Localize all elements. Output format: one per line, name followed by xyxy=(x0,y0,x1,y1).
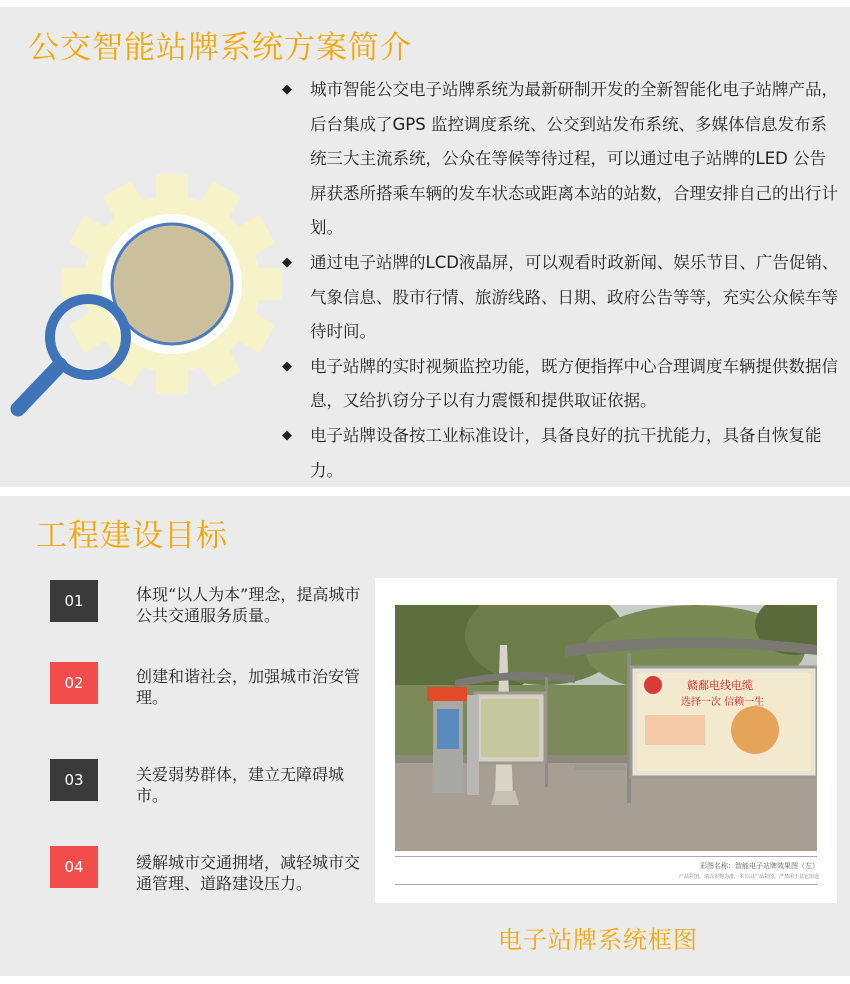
goal-number-badge: 03 xyxy=(50,759,98,801)
goals-section xyxy=(0,496,850,976)
bus-stop-photo xyxy=(395,605,817,851)
goal-text: 体现“以人为本”理念，提高城市公共交通服务质量。 xyxy=(136,585,361,625)
goals-title: 工程建设目标 xyxy=(36,518,228,554)
diagram-label: 电子站牌系统框图 xyxy=(498,926,698,954)
bus-stop-photo-frame xyxy=(375,578,837,903)
intro-bullet: ◆ 电子站牌设备按工业标准设计，具备良好的抗干扰能力，具备自恢复能力。 xyxy=(282,419,842,488)
gear-magnifier-icon xyxy=(0,157,290,432)
intro-bullet: ◆ 通过电子站牌的LCD液晶屏，可以观看时政新闻、娱乐节目、广告促销、气象信息、股市行情、旅游线路、日期、政府公告等等，充实公众候车等待时间。 xyxy=(282,246,842,350)
diamond-bullet-icon: ◆ xyxy=(282,358,292,374)
intro-section xyxy=(0,7,850,487)
diamond-bullet-icon: ◆ xyxy=(282,254,292,270)
photo-caption: 彩图名称：智能电子站牌效果图（左） xyxy=(700,862,819,870)
goal-text: 缓解城市交通拥堵，减轻城市交通管理、道路建设压力。 xyxy=(136,853,361,893)
intro-bullet-list xyxy=(282,73,842,488)
photo-disclaimer: 产品彩图，请以实物为准。本公司产品彩图，严禁用于其它用途 xyxy=(678,874,819,880)
goal-text: 创建和谐社会，加强城市治安管理。 xyxy=(136,667,361,707)
intro-bullet: ◆ 城市智能公交电子站牌系统为最新研制开发的全新智能化电子站牌产品，后台集成了GPS 监控调度系统、公交到站发布系统、多媒体信息发布系统三大主流系统，公众在等候等待过程，可以通过电子站牌的LED 公告屏获悉所搭乘车辆的发车状态或距离本站的站数，合理安排自己的出行计划。 xyxy=(282,73,842,246)
caption-rule xyxy=(395,884,817,885)
diamond-bullet-icon: ◆ xyxy=(282,427,292,443)
goal-number-badge: 01 xyxy=(50,580,98,622)
goal-number-badge: 04 xyxy=(50,846,98,888)
intro-bullet: ◆ 电子站牌的实时视频监控功能，既方便指挥中心合理调度车辆提供数据信息，又给扒窃分子以有力震慑和提供取证依据。 xyxy=(282,350,842,419)
goal-number-badge: 02 xyxy=(50,662,98,704)
intro-title: 公交智能站牌系统方案简介 xyxy=(28,30,412,66)
ad-line2: 选择一次 信赖一生 xyxy=(681,697,765,708)
diamond-bullet-icon: ◆ xyxy=(282,82,292,97)
goal-text: 关爱弱势群体，建立无障碍城市。 xyxy=(136,765,345,805)
caption-rule xyxy=(395,856,817,857)
ad-line1: 赣鄱电线电缆 xyxy=(687,679,753,692)
